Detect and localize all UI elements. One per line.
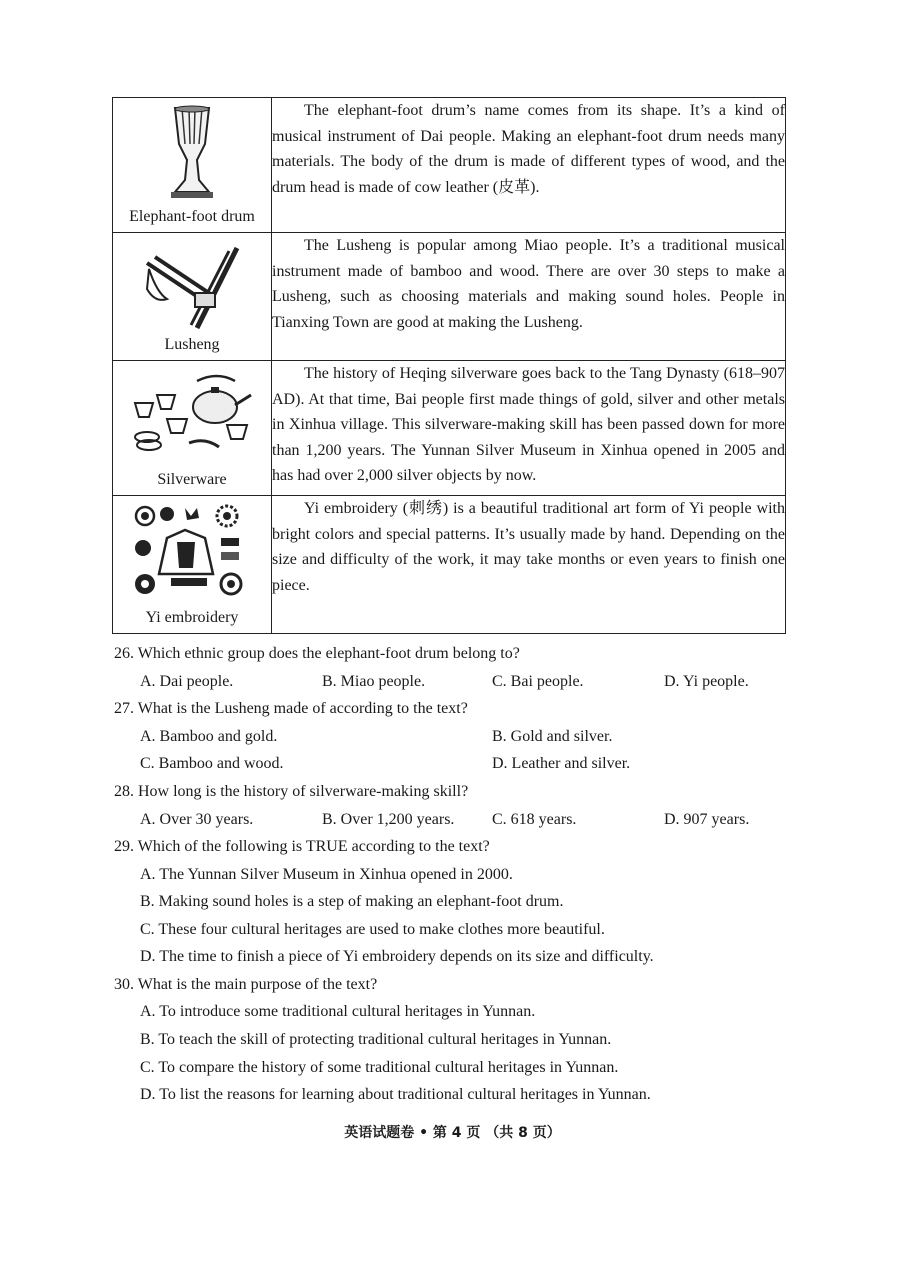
option-26-a[interactable]: A. Dai people. (140, 673, 234, 690)
silverware-icon (127, 367, 257, 459)
table-row-elephant-foot-drum (113, 98, 786, 233)
table-row-lusheng (113, 233, 786, 361)
question-27: 27. What is the Lusheng made of according to the text? (114, 700, 468, 717)
page-footer: 英语试题卷 • 第 4 页 （共 8 页） (344, 1125, 561, 1141)
option-29-d[interactable]: D. The time to finish a piece of Yi embroidery depends on its size and difficulty. (140, 948, 654, 965)
option-30-a[interactable]: A. To introduce some traditional cultural heritages in Yunnan. (140, 1003, 536, 1020)
item-caption: Lusheng (164, 336, 220, 353)
item-caption: Elephant-foot drum (129, 208, 255, 225)
image-cell (113, 361, 272, 496)
option-30-d[interactable]: D. To list the reasons for learning about traditional cultural heritages in Yunnan. (140, 1086, 651, 1103)
option-30-b[interactable]: B. To teach the skill of protecting traditional cultural heritages in Yunnan. (140, 1031, 612, 1048)
description-text: The elephant-foot drum’s name comes from its shape. It’s a kind of musical instrument of Dai people. Making an elephant-foot drum needs many materials. The body of the drum is made of different types of wood, and the drum head is made of cow leather (皮革). (272, 102, 785, 196)
option-27-a[interactable]: A. Bamboo and gold. (140, 728, 278, 745)
elephant-foot-drum-icon (157, 104, 227, 204)
question-30: 30. What is the main purpose of the text? (114, 976, 378, 993)
option-26-b[interactable]: B. Miao people. (322, 673, 426, 690)
description-cell (272, 98, 786, 233)
option-29-a[interactable]: A. The Yunnan Silver Museum in Xinhua opened in 2000. (140, 866, 513, 883)
option-28-a[interactable]: A. Over 30 years. (140, 811, 254, 828)
option-27-b[interactable]: B. Gold and silver. (492, 728, 613, 745)
image-cell (113, 233, 272, 361)
description-cell (272, 233, 786, 361)
yi-embroidery-icon (127, 502, 257, 602)
table-row-silverware (113, 361, 786, 496)
question-28: 28. How long is the history of silverware-making skill? (114, 783, 469, 800)
option-26-d[interactable]: D. Yi people. (664, 673, 749, 690)
option-28-d[interactable]: D. 907 years. (664, 811, 750, 828)
option-29-b[interactable]: B. Making sound holes is a step of making an elephant-foot drum. (140, 893, 564, 910)
image-cell (113, 98, 272, 233)
option-27-d[interactable]: D. Leather and silver. (492, 755, 631, 772)
option-28-b[interactable]: B. Over 1,200 years. (322, 811, 455, 828)
heritage-table (112, 97, 786, 634)
option-27-c[interactable]: C. Bamboo and wood. (140, 755, 284, 772)
description-cell (272, 496, 786, 634)
lusheng-icon (137, 243, 247, 333)
item-caption: Silverware (157, 471, 227, 488)
item-caption: Yi embroidery (145, 609, 239, 626)
description-cell (272, 361, 786, 496)
table-row-yi-embroidery (113, 496, 786, 634)
option-26-c[interactable]: C. Bai people. (492, 673, 584, 690)
description-text: The history of Heqing silverware goes back to the Tang Dynasty (618–907 AD). At that time, Bai people first made things of gold, silver and other metals in Xinhua village. This silverware-making skill has been passed down for more than 1,200 years. The Yunnan Silver Museum in Xinhua opened in 2005 and has had over 2,000 silver objects by now. (272, 365, 785, 484)
image-cell (113, 496, 272, 634)
option-29-c[interactable]: C. These four cultural heritages are used to make clothes more beautiful. (140, 921, 605, 938)
option-28-c[interactable]: C. 618 years. (492, 811, 577, 828)
description-text: The Lusheng is popular among Miao people. It’s a traditional musical instrument made of bamboo and wood. There are over 30 steps to make a Lusheng, such as choosing materials and making sound holes. People in Tianxing Town are good at making the Lusheng. (272, 237, 785, 331)
option-30-c[interactable]: C. To compare the history of some traditional cultural heritages in Yunnan. (140, 1059, 619, 1076)
description-text: Yi embroidery (刺绣) is a beautiful traditional art form of Yi people with bright colors and special patterns. It’s usually made by hand. Depending on the size and difficulty of the work, it may take months or even years to finish one piece. (272, 500, 785, 594)
question-29: 29. Which of the following is TRUE according to the text? (114, 838, 490, 855)
question-26: 26. Which ethnic group does the elephant-foot drum belong to? (114, 645, 520, 662)
